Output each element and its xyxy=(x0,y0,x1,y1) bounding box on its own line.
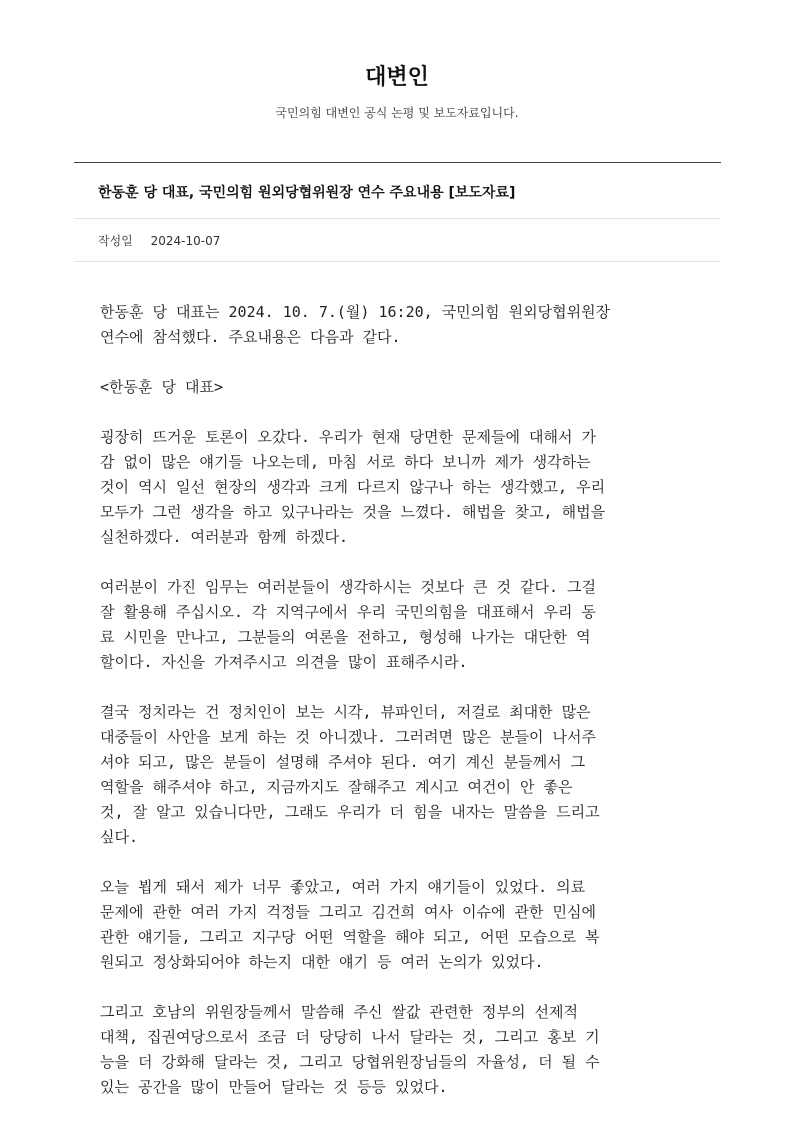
paragraph: 그리고 호남의 위원장들께서 말씀해 주신 쌀값 관련한 정부의 선제적 대책, 집권여당으로서 조금 더 당당히 나서 달라는 것, 그리고 홍보 기 능을 더 강화해 달라는 것, 그리고 당협위원장님들의 자율성, 더 될 수 있는 공간을 많이 만들어 달라는 것 등등 있었다. xyxy=(100,1003,600,1096)
paragraph: 굉장히 뜨거운 토론이 오갔다. 우리가 현재 당면한 문제들에 대해서 가 감 없이 많은 얘기들 나오는데, 마침 서로 하다 보니까 제가 생각하는 것이 역시 일선 현장의 생각과 크게 다르지 않구나 하는 생각했고, 우리 모두가 그런 생각을 하고 있구나라는 것을 느꼈다. 해법을 찾고, 해법을 실천하겠다. 여러분과 함께 하겠다. xyxy=(100,428,606,546)
meta-divider xyxy=(74,261,721,262)
date-label: 작성일 xyxy=(98,234,133,248)
header-divider xyxy=(74,162,721,163)
site-title: 대변인 xyxy=(365,65,429,90)
paragraph: 여러분이 가진 임무는 여러분들이 생각하시는 것보다 큰 것 같다. 그걸 잘 활용해 주십시오. 각 지역구에서 우리 국민의힘을 대표해서 우리 동 료 시민을 만나고, 그분들의 여론을 전하고, 형성해 나가는 대단한 역 할이다. 자신을 가져주시고 의견을 많이 표해주시라. xyxy=(100,578,597,671)
post-meta xyxy=(98,232,220,249)
post-date: 2024-10-07 xyxy=(150,234,221,248)
site-subtitle: 국민의힘 대변인 공식 논평 및 보도자료입니다. xyxy=(275,106,519,120)
paragraph: 오늘 뵙게 돼서 제가 너무 좋았고, 여러 가지 얘기들이 있었다. 의료 문제에 관한 여러 가지 걱정들 그리고 김건희 여사 이슈에 관한 민심에 관한 얘기들, 그리고 지구당 어떤 역할을 해야 되고, 어떤 모습으로 복 원되고 정상화되어야 하는지 대한 얘기 등 여러 논의가 있었다. xyxy=(100,878,600,971)
article-body xyxy=(100,300,692,1125)
paragraph: 한동훈 당 대표는 2024. 10. 7.(월) 16:20, 국민의힘 원외당협위원장 연수에 참석했다. 주요내용은 다음과 같다. xyxy=(100,303,611,346)
title-divider xyxy=(74,218,721,219)
paragraph: 결국 정치라는 건 정치인이 보는 시각, 뷰파인더, 저걸로 최대한 많은 대중들이 사안을 보게 하는 것 아니겠나. 그러려면 많은 분들이 나서주 셔야 되고, 많은 분들이 설명해 주셔야 된다. 여기 계신 분들께서 그 역할을 해주셔야 하고, 지금까지도 잘해주고 계시고 여건이 안 좋은 것, 잘 알고 있습니다만, 그래도 우리가 더 힘을 내자는 말씀을 드리고 싶다. xyxy=(100,703,600,846)
post-title: 한동훈 당 대표, 국민의힘 원외당협위원장 연수 주요내용 [보도자료] xyxy=(98,185,516,201)
paragraph: <한동훈 당 대표> xyxy=(100,378,224,396)
